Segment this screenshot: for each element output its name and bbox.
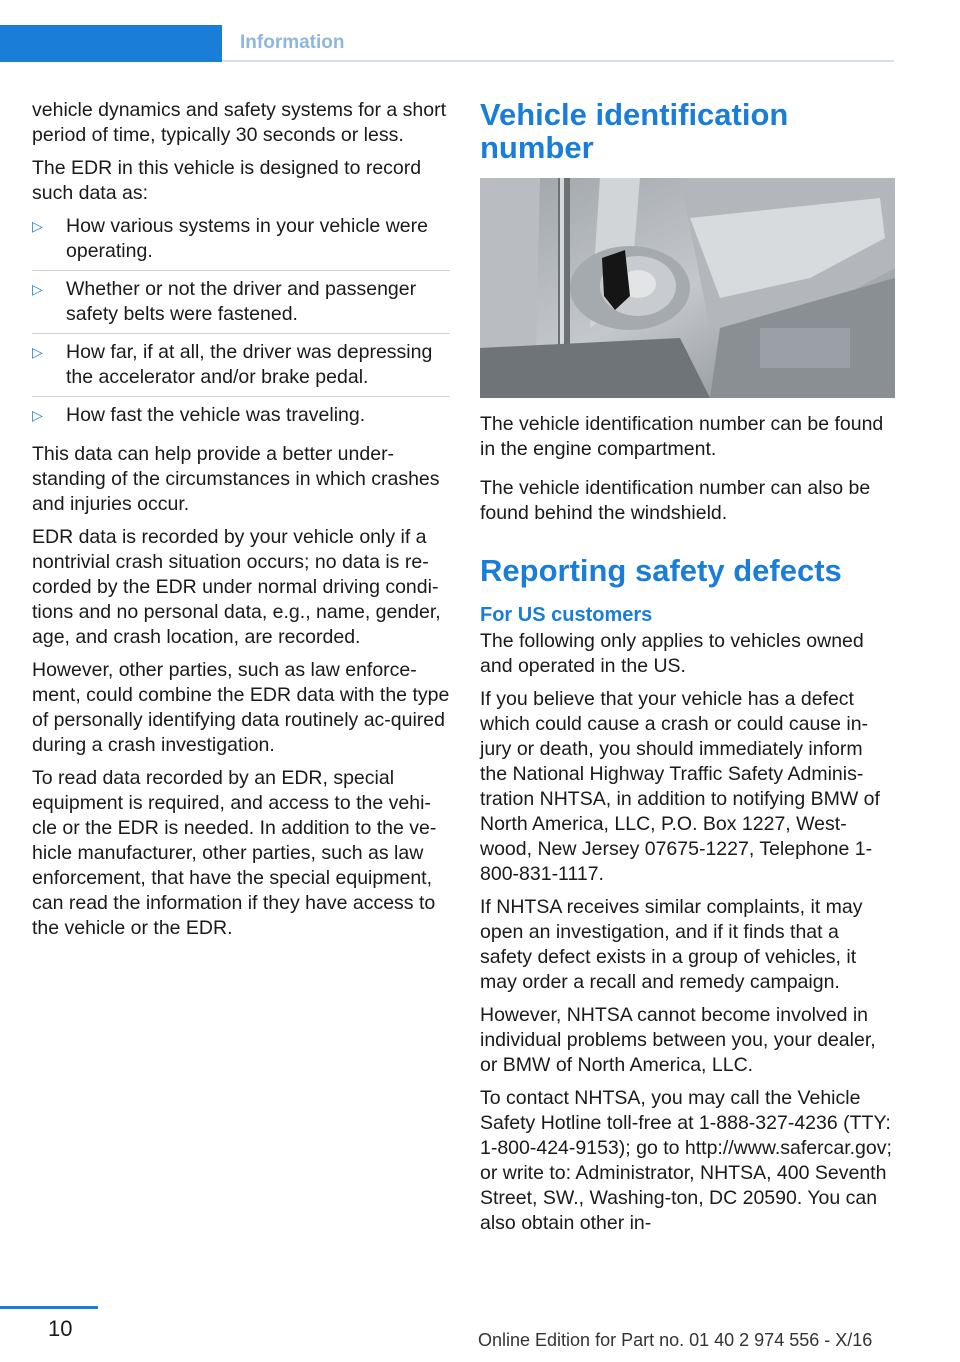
list-item (32, 340, 450, 397)
list-item (32, 214, 450, 271)
paragraph: vehicle dynamics and safety systems for a short period of time, typically 30 seconds or less. (32, 99, 447, 146)
engine-compartment-photo (480, 178, 895, 398)
list-item-text: Whether or not the driver and passenger safety belts were fastened. (66, 278, 417, 325)
page-number: 10 (48, 1316, 73, 1341)
running-header-title: Information (240, 32, 345, 53)
paragraph: The vehicle identification number can also be found behind the windshield. (480, 477, 871, 524)
list-item (32, 403, 450, 434)
engine-compartment-illustration (480, 178, 895, 398)
reporting-heading: Reporting safety defects (480, 553, 842, 588)
paragraph: The EDR in this vehicle is designed to record such data as: (32, 157, 422, 204)
paragraph: The following only applies to vehicles owned and operated in the US. (480, 630, 864, 677)
paragraph: However, NHTSA cannot become involved in individual problems between you, your dealer, or BMW of North America, LLC. (480, 1004, 876, 1076)
triangle-bullet-icon: ▷ (32, 218, 43, 234)
paragraph: To contact NHTSA, you may call the Vehicle Safety Hotline toll-free at 1-888-327-4236 (TTY: 1-800-424-9153); go to http://www.safercar.gov; or write to: Administrator, NHTSA, 400 Seventh Street, SW., Washing‐ton, DC 20590. You can also obtain other in‐ (480, 1087, 892, 1234)
list-item-text: How fast the vehicle was traveling. (66, 404, 366, 426)
edr-data-list (32, 214, 450, 434)
list-item (32, 277, 450, 334)
paragraph: EDR data is recorded by your vehicle only if a nontrivial crash situation occurs; no data is re‐corded by the EDR under normal driving condi‐tions and no personal data, e.g., name, gender, age, and crash location, are recorded. (32, 526, 441, 648)
paragraph: If you believe that your vehicle has a defect which could cause a crash or could cause in‐jury or death, you should immediately inform the National Highway Traffic Safety Adminis‐tration NHTSA, in addition to notifying BMW of North America, LLC, P.O. Box 1227, West‐wood, New Jersey 07675-1227, Telephone 1-800-831-1117. (480, 688, 880, 885)
triangle-bullet-icon: ▷ (32, 344, 43, 360)
left-column (32, 98, 450, 949)
list-item-text: How far, if at all, the driver was depressing the accelerator and/or brake pedal. (66, 341, 433, 388)
triangle-bullet-icon: ▷ (32, 407, 43, 423)
vin-heading: Vehicle identification number (480, 97, 789, 165)
paragraph: However, other parties, such as law enforce‐ment, could combine the EDR data with the type of personally identifying data routinely ac‐quired during a crash investigation. (32, 659, 450, 756)
paragraph: The vehicle identification number can be found in the engine compartment. (480, 413, 884, 460)
paragraph: If NHTSA receives similar complaints, it may open an investigation, and if it finds that a safety defect exists in a group of vehicles, it may order a recall and remedy campaign. (480, 896, 863, 993)
edition-footer: Online Edition for Part no. 01 40 2 974 556 - X/16 (478, 1330, 873, 1350)
list-item-text: How various systems in your vehicle were operating. (66, 215, 428, 262)
footer-rule (0, 1306, 98, 1309)
header-rule (222, 60, 894, 62)
header-accent-bar (0, 25, 222, 62)
us-customers-subheading: For US customers (480, 604, 653, 626)
triangle-bullet-icon: ▷ (32, 281, 43, 297)
paragraph: This data can help provide a better under‐standing of the circumstances in which crashes and injuries occur. (32, 443, 440, 515)
paragraph: To read data recorded by an EDR, special equipment is required, and access to the vehi‐cle or the EDR is needed. In addition to the ve‐hicle manufacturer, other parties, such as law enforcement, that have the special equipment, can read the information if they have access to the vehicle or the EDR. (32, 767, 437, 939)
right-column (480, 98, 895, 1244)
